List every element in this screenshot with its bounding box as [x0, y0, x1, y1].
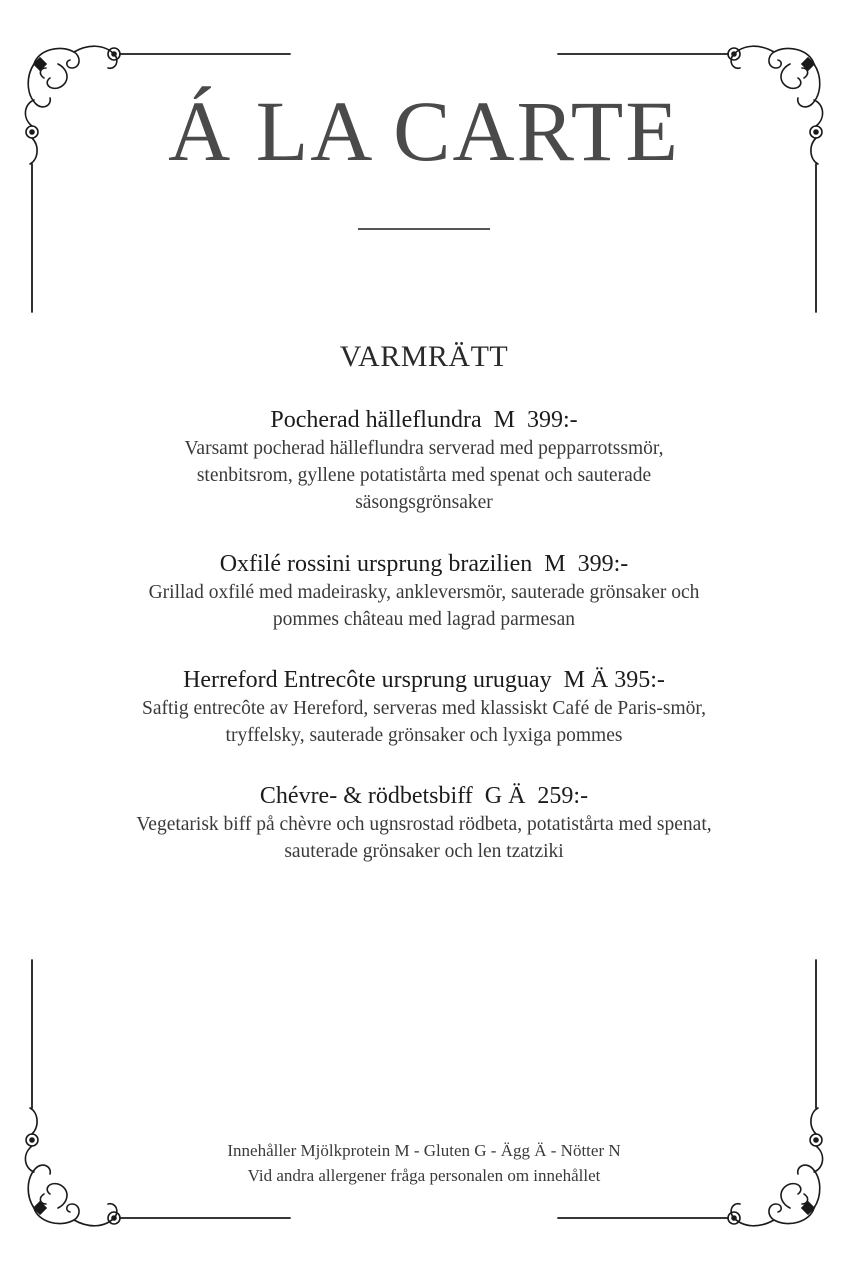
allergen-footer [0, 1138, 848, 1188]
menu-title: Á LA CARTE [168, 83, 680, 179]
dish-description-line: Varsamt pocherad hälleflundra serverad med pepparrotssmör, [184, 438, 664, 459]
dish-description-line: Vegetarisk biff på chèvre och ugnsrostad rödbeta, potatistårta med spenat, [136, 814, 712, 835]
dish-name: Herreford Entrecôte ursprung uruguay M Ä 395:- [183, 667, 665, 693]
dish-description-line: Grillad oxfilé med madeirasky, ankleversmör, sauterade grönsaker och [148, 582, 700, 603]
dish-item [40, 665, 808, 749]
allergen-legend: Innehåller Mjölkprotein M - Gluten G - Ägg Ä - Nötter N [227, 1141, 621, 1160]
dish-description [40, 811, 808, 865]
title-divider [358, 228, 490, 230]
dish-name: Chévre- & rödbetsbiff G Ä 259:- [259, 783, 589, 809]
dish-description-line: pommes château med lagrad parmesan [272, 609, 576, 630]
dish-item [40, 781, 808, 865]
dish-description [40, 695, 808, 749]
dish-item [40, 405, 808, 516]
dish-item [40, 549, 808, 633]
section-heading: VARMRÄTT [339, 340, 509, 373]
dish-name: Oxfilé rossini ursprung brazilien M 399:- [219, 551, 629, 577]
dish-description-line: Saftig entrecôte av Hereford, serveras med klassiskt Café de Paris-smör, [142, 698, 706, 719]
dish-description-line: säsongsgrönsaker [355, 492, 493, 513]
dish-name: Pocherad hälleflundra M 399:- [270, 407, 578, 433]
dish-description-line: stenbitsrom, gyllene potatistårta med spenat och sauterade [196, 465, 652, 486]
dish-description-line: sauterade grönsaker och len tzatziki [284, 841, 564, 862]
allergen-note: Vid andra allergener fråga personalen om innehållet [247, 1166, 601, 1185]
dish-description-line: tryffelsky, sauterade grönsaker och lyxiga pommes [225, 725, 623, 746]
dish-description [40, 579, 808, 633]
dish-description [40, 435, 808, 516]
